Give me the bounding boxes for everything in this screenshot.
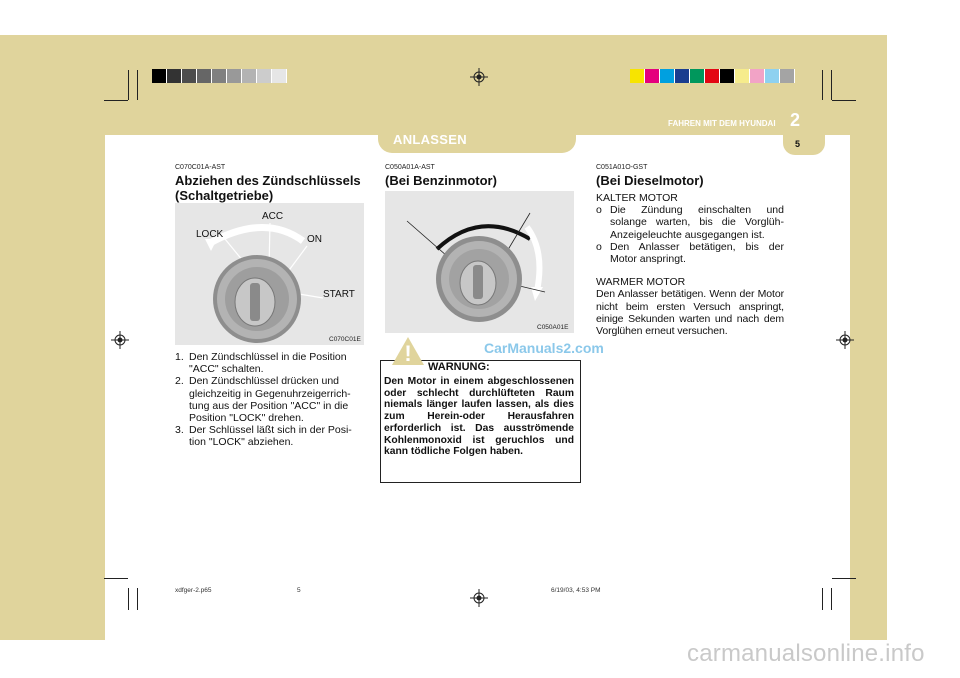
step-text: Den Zündschlüssel drücken und gleichzeitig in Gegenuhrzeigerrich-tung aus der Position "ACC" in die Position "LOCK" drehen. <box>189 375 351 425</box>
grey-swatch <box>257 69 272 83</box>
section-title: (Bei Benzinmotor) <box>385 173 497 188</box>
crop-mark <box>128 588 129 610</box>
color-swatch <box>630 69 645 83</box>
color-swatch <box>765 69 780 83</box>
section-code: C051A01O-GST <box>596 164 648 171</box>
color-swatch <box>675 69 690 83</box>
color-swatch <box>690 69 705 83</box>
bullet: o <box>596 240 602 253</box>
crop-mark <box>831 588 832 610</box>
registration-mark-icon <box>470 589 488 607</box>
figure-label-lock: LOCK <box>196 229 224 240</box>
page-number: 5 <box>795 139 801 149</box>
instruction-step <box>175 375 364 424</box>
registration-mark-icon <box>836 331 854 349</box>
footer-file: xdfger-2.p65 <box>175 587 212 594</box>
cold-engine-step <box>596 241 784 265</box>
watermark-text: CarManuals2.com <box>484 340 604 356</box>
figure-label-on: ON <box>307 234 322 245</box>
chapter-title: FAHREN MIT DEM HYUNDAI <box>668 119 776 128</box>
step-text: Die Zündung einschalten und solange warten, bis die Vorglüh-Anzeigeleuchte ausgegangen ist. <box>610 204 784 241</box>
registration-mark-icon <box>111 331 129 349</box>
chapter-number: 2 <box>790 110 801 130</box>
ignition-switch-petrol-figure <box>385 191 574 333</box>
grey-calibration-bar <box>152 69 287 83</box>
crop-mark <box>832 100 856 101</box>
color-swatch <box>645 69 660 83</box>
color-swatch <box>660 69 675 83</box>
ignition-key-removal-figure <box>175 203 364 345</box>
crop-mark <box>832 578 856 579</box>
color-swatch <box>780 69 795 83</box>
site-watermark: carmanualsonline.info <box>687 640 925 667</box>
crop-mark <box>822 588 823 610</box>
instruction-list <box>175 351 364 449</box>
page-number-badge <box>783 135 825 155</box>
figure-caption: C050A01E <box>537 324 569 331</box>
section-code: C050A01A-AST <box>385 164 435 171</box>
color-swatch <box>735 69 750 83</box>
color-swatch <box>750 69 765 83</box>
color-calibration-bar <box>630 69 795 83</box>
grey-swatch <box>272 69 287 83</box>
color-swatch <box>705 69 720 83</box>
grey-swatch <box>227 69 242 83</box>
warning-text: Den Motor in einem abgeschlossenen oder schlecht durchlüfteten Raum niemals länger laufen lassen, als dies zum Herein-oder Herausfahren erforderlich ist. Das ausströmende Kohlenmonoxid ist geruchlos und kann tödliche Folgen haben. <box>384 376 574 458</box>
instruction-step <box>175 424 364 448</box>
figure-caption: C070C01E <box>329 336 361 343</box>
warning-exclamation-icon: ! <box>404 341 412 366</box>
grey-swatch <box>242 69 257 83</box>
step-text: Der Schlüssel läßt sich in der Posi-tion "LOCK" abziehen. <box>189 424 352 449</box>
registration-mark-icon <box>470 68 488 86</box>
crop-mark <box>128 70 129 100</box>
crop-mark <box>104 100 128 101</box>
ignition-switch-illustration <box>385 191 574 333</box>
cold-engine-heading: KALTER MOTOR <box>596 192 678 204</box>
figure-label-start: START <box>323 289 355 300</box>
grey-swatch <box>167 69 182 83</box>
warm-engine-heading: WARMER MOTOR <box>596 276 686 289</box>
spacer <box>596 265 784 276</box>
step-number: 2. <box>175 375 184 388</box>
section-title <box>175 173 361 203</box>
section-code: C070C01A-AST <box>175 164 226 171</box>
section-tab-label: ANLASSEN <box>393 132 467 147</box>
cold-engine-step <box>596 204 784 241</box>
step-number: 3. <box>175 424 184 437</box>
footer-page: 5 <box>297 587 301 594</box>
section-title-line: Abziehen des Zündschlüssels <box>175 173 361 188</box>
instruction-step <box>175 351 364 375</box>
crop-mark <box>831 70 832 100</box>
warm-engine-text: Den Anlasser betätigen. Wenn der Motor nicht beim ersten Versuch anspringt, einige Sekunden warten und nach dem Vorglühen erneut versuchen. <box>596 288 784 338</box>
grey-swatch <box>212 69 227 83</box>
crop-mark <box>822 70 823 100</box>
crop-mark <box>137 588 138 610</box>
grey-swatch <box>182 69 197 83</box>
diesel-instructions <box>596 192 784 337</box>
warning-heading: WARNUNG: <box>428 361 490 373</box>
grey-swatch <box>197 69 212 83</box>
crop-mark <box>104 578 128 579</box>
step-text: Den Zündschlüssel in die Position "ACC" schalten. <box>189 351 347 376</box>
step-number: 1. <box>175 351 184 363</box>
figure-label-acc: ACC <box>262 211 284 222</box>
section-title: (Bei Dieselmotor) <box>596 173 704 188</box>
footer-date: 6/19/03, 4:53 PM <box>551 587 601 594</box>
crop-mark <box>137 70 138 100</box>
color-swatch <box>720 69 735 83</box>
section-title-line: (Schaltgetriebe) <box>175 188 274 203</box>
grey-swatch <box>152 69 167 83</box>
step-text: Den Anlasser betätigen, bis der Motor anspringt. <box>610 240 784 266</box>
ignition-switch-illustration <box>175 203 364 345</box>
bullet: o <box>596 204 602 217</box>
